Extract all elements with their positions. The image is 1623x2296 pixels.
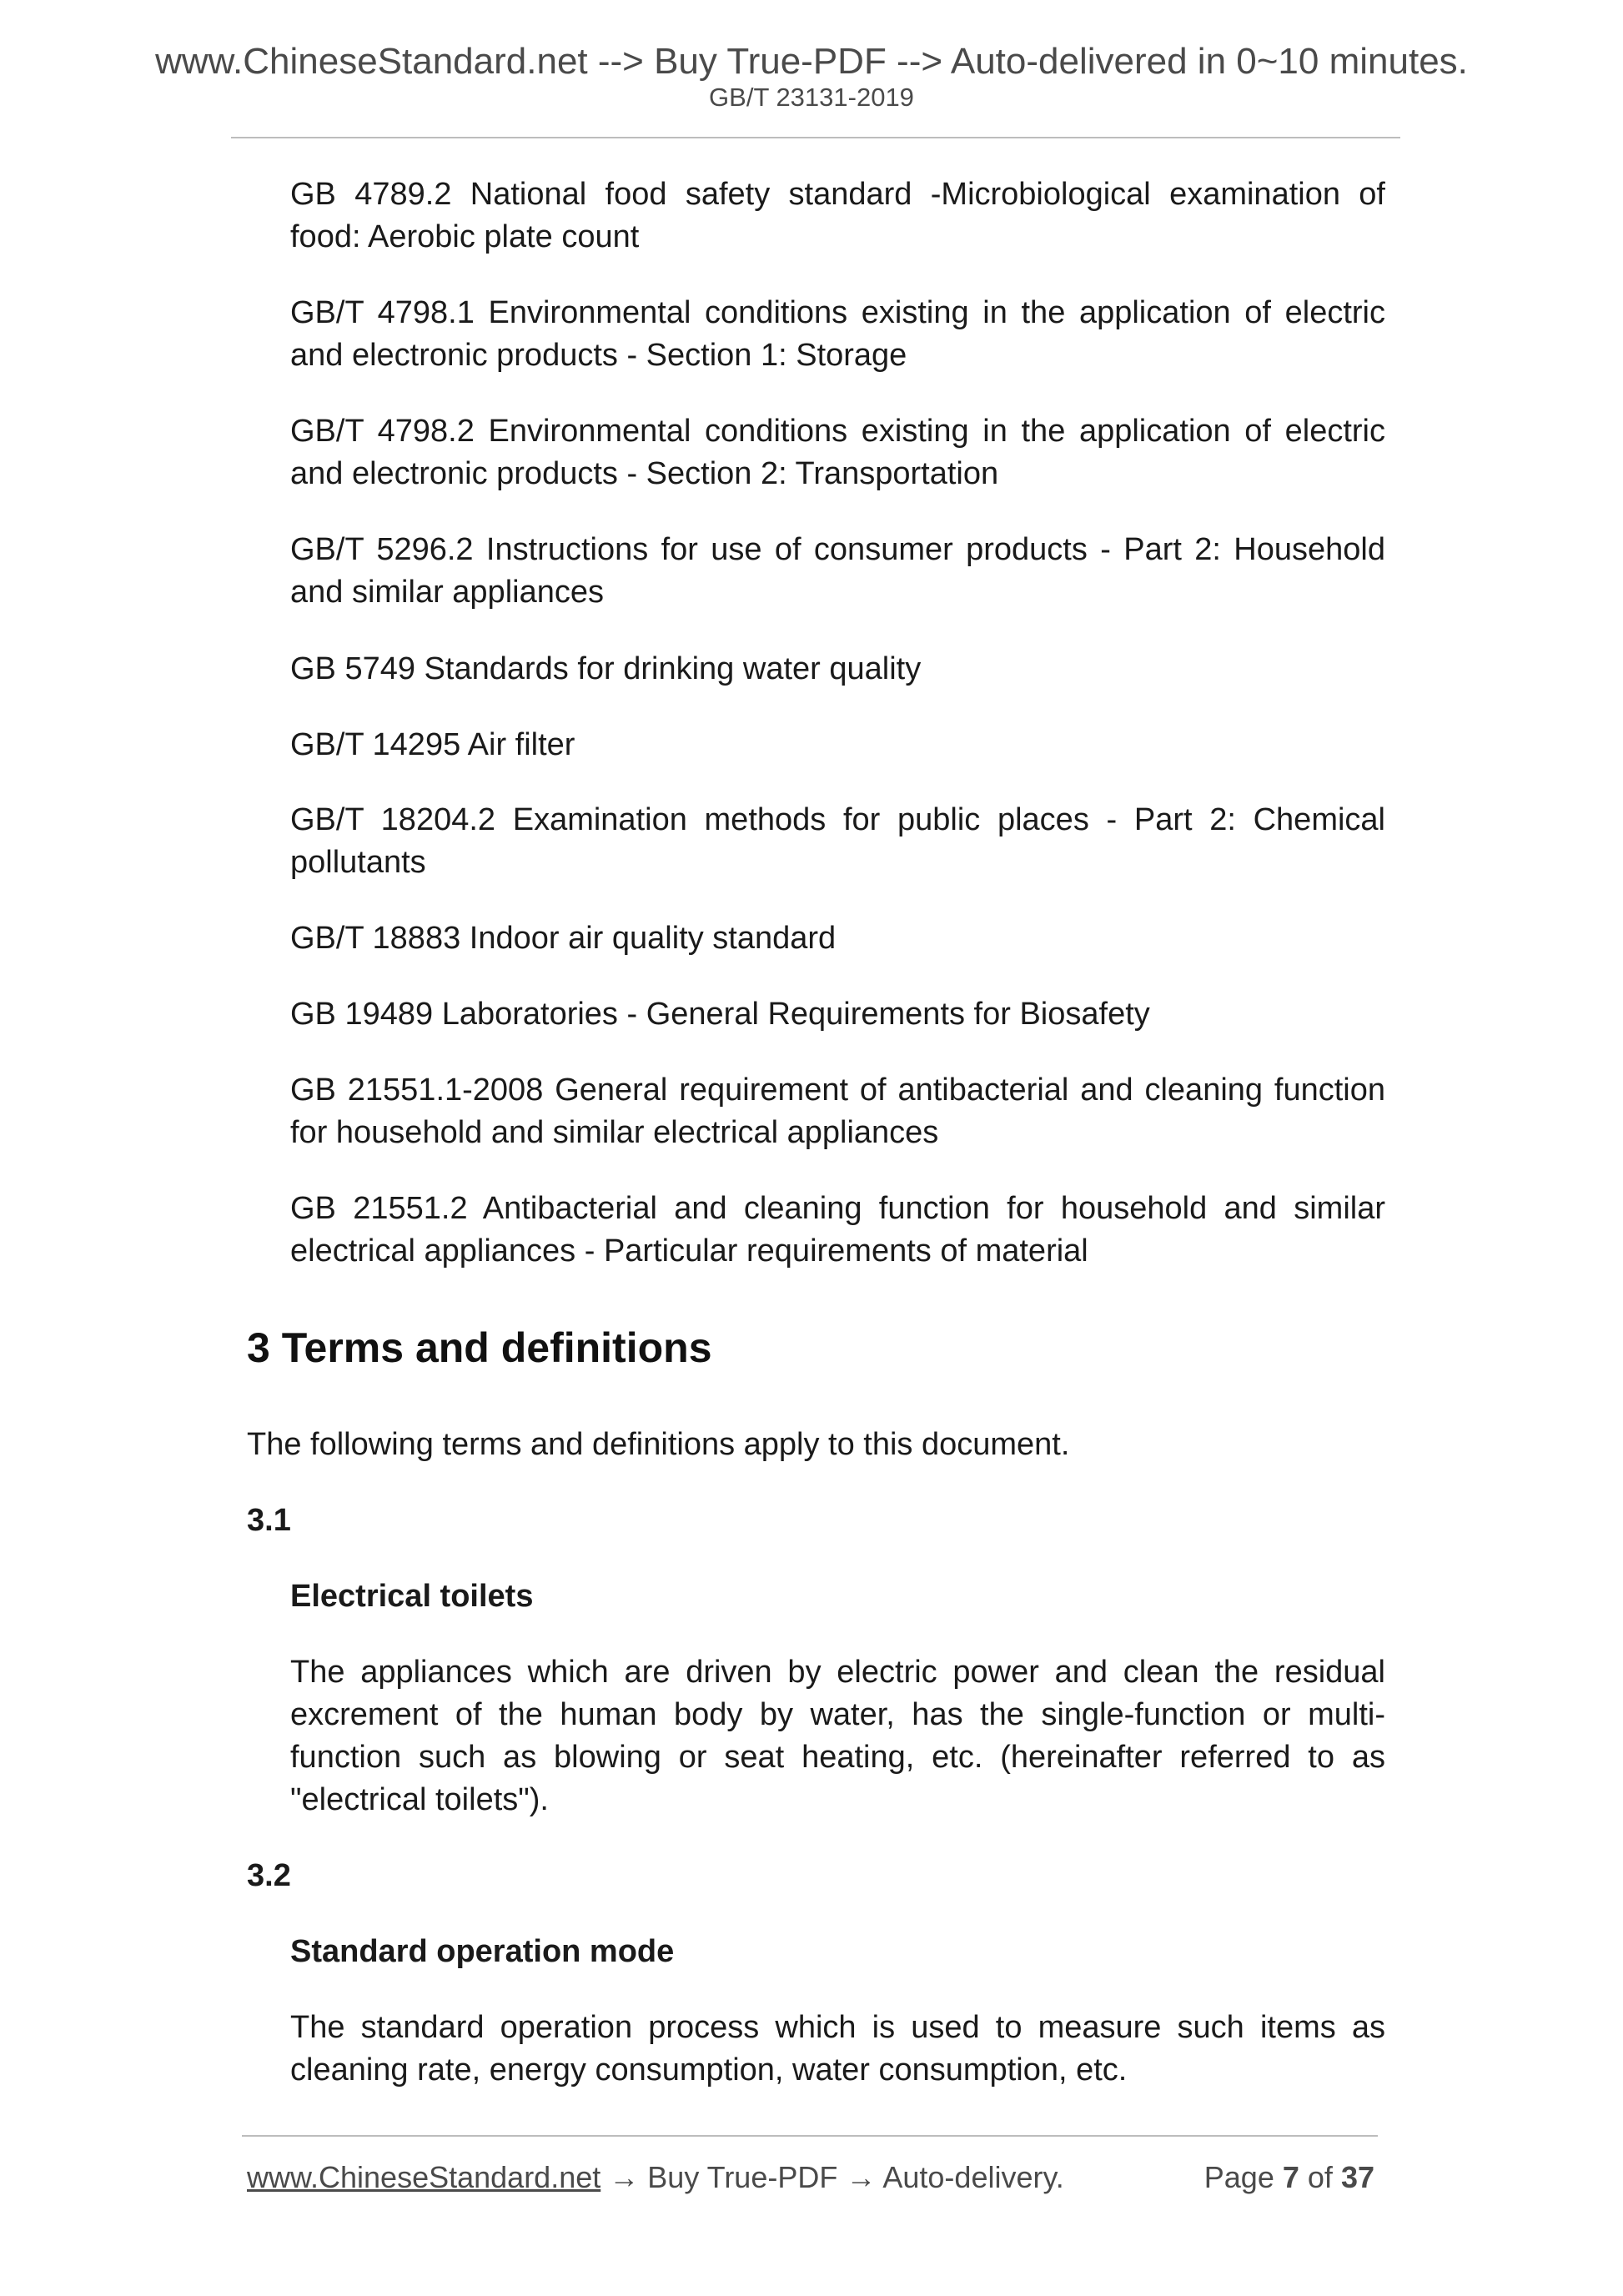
- footer-promo: [247, 2158, 1064, 2197]
- header-banner: www.ChineseStandard.net --> Buy True-PDF --> Auto-delivered in 0~10 minutes.: [155, 41, 1468, 82]
- reference-entry: GB 21551.2 Antibacterial and cleaning function for household and similar electrical appliances - Particular requirements of material: [290, 1191, 1385, 1269]
- arrow-right-icon: →: [846, 2160, 877, 2194]
- reference-entry: GB 19489 Laboratories - General Requirements for Biosafety: [290, 997, 1150, 1032]
- reference-entry: GB 5749 Standards for drinking water quality: [290, 651, 922, 686]
- term-number: 3.2: [247, 1858, 291, 1893]
- arrow-right-icon: →: [609, 2160, 640, 2194]
- reference-entry: GB 21551.1-2008 General requirement of antibacterial and cleaning function for household and similar electrical appliances: [290, 1073, 1385, 1150]
- page-of: of: [1307, 2160, 1333, 2194]
- reference-entry: GB 4789.2 National food safety standard -Microbiological examination of food: Aerobic plate count: [290, 177, 1385, 254]
- reference-entry: GB/T 18204.2 Examination methods for public places - Part 2: Chemical pollutants: [290, 802, 1385, 880]
- standard-code: GB/T 23131-2019: [709, 83, 914, 112]
- footer-delivery-text: Auto-delivery.: [882, 2160, 1064, 2194]
- term-definition: The appliances which are driven by electric power and clean the residual excrement of the human body by water, has the single-function or multi-function such as blowing or seat heating, etc. (hereinafter referred to as "electrical toilets").: [290, 1655, 1385, 1817]
- term-name: Electrical toilets: [290, 1579, 534, 1614]
- page-current: 7: [1282, 2160, 1299, 2194]
- page-indicator: [1204, 2158, 1374, 2197]
- footer-divider: [242, 2135, 1378, 2137]
- reference-entry: GB/T 4798.1 Environmental conditions existing in the application of electric and electronic products - Section 1: Storage: [290, 295, 1385, 373]
- reference-entry: GB/T 14295 Air filter: [290, 727, 575, 762]
- footer-buy-text: Buy True-PDF: [647, 2160, 838, 2194]
- reference-entry: GB/T 18883 Indoor air quality standard: [290, 921, 837, 956]
- section-intro: The following terms and definitions apply to this document.: [247, 1427, 1070, 1462]
- term-name: Standard operation mode: [290, 1934, 675, 1969]
- page-label: Page: [1203, 2160, 1274, 2194]
- reference-entry: GB/T 4798.2 Environmental conditions existing in the application of electric and electronic products - Section 2: Transportation: [290, 414, 1385, 491]
- term-number: 3.1: [247, 1503, 291, 1538]
- header-divider: [231, 137, 1400, 138]
- page-total: 37: [1340, 2160, 1374, 2194]
- term-definition: The standard operation process which is used to measure such items as cleaning rate, energy consumption, water consumption, etc.: [290, 2010, 1385, 2088]
- page-footer: [247, 2158, 1374, 2197]
- reference-entry: GB/T 5296.2 Instructions for use of consumer products - Part 2: Household and similar appliances: [290, 532, 1385, 610]
- section-heading: 3 Terms and definitions: [247, 1324, 712, 1371]
- footer-site-link[interactable]: www.ChineseStandard.net: [247, 2160, 601, 2194]
